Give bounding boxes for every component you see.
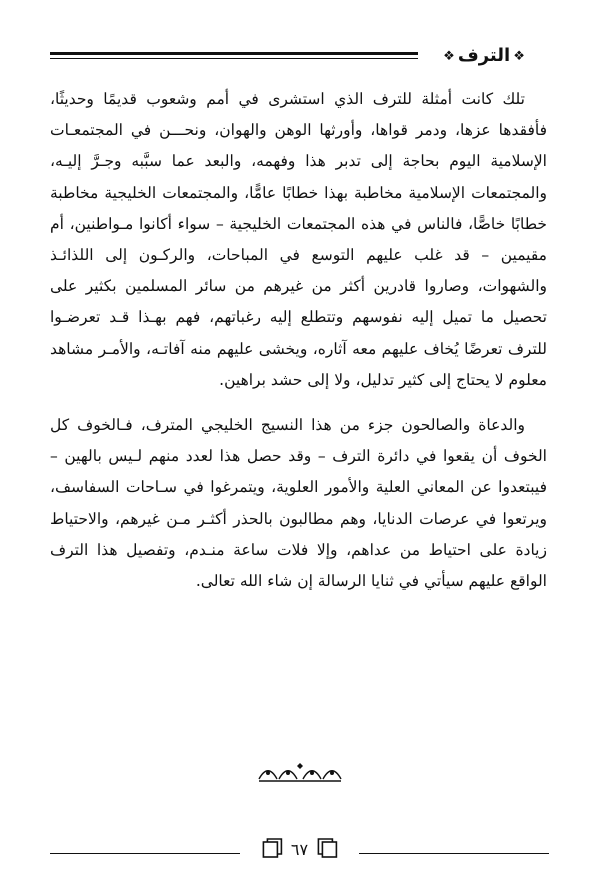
- header-rule: [50, 52, 418, 55]
- body-paragraph-2: والدعاة والصالحون جزء من هذا النسيج الخليجي المترف، فـالخوف كل الخوف أن يقعوا في دائرة الترف – وقد حصل هذا لعدد منهم لـيس بالهين – فيبتعدوا عن المعاني العلية والأمور العلوية، ويتمرغوا في سـاحات السفاسف، ويرتعوا في عرصات الدنايا، وهم مطالبون بالحذر أكثـر مـن غيرهم، والاحتياط زيادة على احتياط من عداهم، وإلا فلات ساعة منـدم، وتفصيل هذا الترف الواقع عليهم سيأتي في ثنايا الرسالة إن شاء الله تعالى.: [50, 416, 547, 591]
- book-frame-icon: [261, 838, 283, 860]
- floral-ornament-icon: [255, 762, 345, 784]
- diamond-ornament-icon: ❖: [443, 48, 455, 64]
- page-number: ٦٧: [290, 839, 309, 859]
- footer-rule-right: [359, 853, 549, 854]
- section-divider: [0, 762, 599, 784]
- footer-rule-left: [50, 853, 240, 854]
- page-header: [50, 44, 549, 74]
- header-rule-thin: [50, 58, 418, 59]
- body-paragraph-1: تلك كانت أمثلة للترف الذي استشرى في أمم وشعوب قديمًا وحديثًا، فأفقدها عزها، ودمر قواها، وأورثها الوهن والهوان، ونحـــن في المجتمعـات الإسلامية اليوم بحاجة إلى تدبر هذا وفهمه، والبعد عما سبَّبه وجـرَّ إليـه، والمجتمعات الإسلامية مخاطبة بهذا خطابًا عامًّا، والمجتمعات الخليجية مخاطبة خطابًا خاصًّا، فالناس في هذه المجتمعات الخليجية – سواء أكانوا مـواطنين، أم مقيمين – قد غلب عليهم التوسع في المباحات، والركـون إلى اللذائـذ والشهوات، وصاروا قادرين أكثر من غيرهم من سائر المسلمين بكثير على تحصيل ما تميل إليه نفوسهم وتتطلع إليه رغباتهم، فهم بهـذا قـد تعرضـوا للترف تعرضًا يُخاف عليهم معه آثاره، ويخشى عليهم منه آفاتـه، والأمـر مشاهد معلوم لا يحتاج إلى كثير تدليل، ولا إلى حشد براهين.: [50, 90, 547, 389]
- page-body: [50, 84, 547, 597]
- diamond-ornament-icon: ❖: [513, 48, 525, 64]
- running-title-text: الترف: [457, 45, 511, 66]
- page-number-group: [261, 838, 338, 860]
- page-footer: [50, 830, 549, 860]
- running-title: [419, 44, 549, 68]
- book-frame-icon: [316, 838, 338, 860]
